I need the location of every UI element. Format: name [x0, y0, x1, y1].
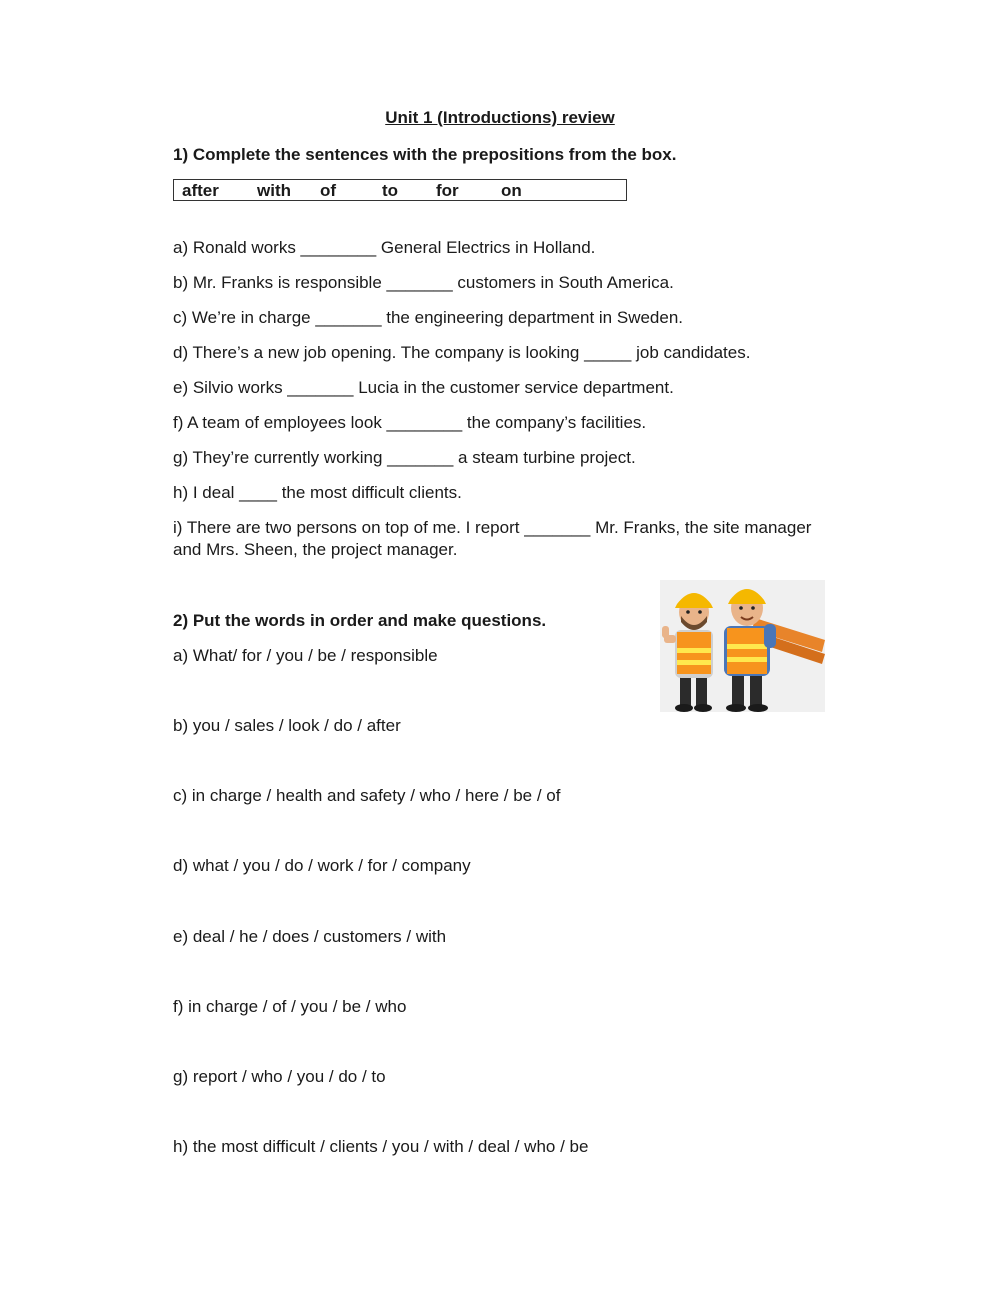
question-item: c) in charge / health and safety / who / here / be / of: [173, 786, 561, 805]
box-word: for: [436, 181, 459, 200]
construction-workers-illustration: [660, 580, 825, 712]
left-worker: [662, 593, 713, 712]
box-word: to: [382, 181, 399, 200]
page-title: Unit 1 (Introductions) review: [385, 108, 615, 127]
sentence: a) Ronald works ________ General Electrics in Holland.: [173, 238, 596, 257]
box-word: with: [257, 181, 291, 200]
section-2-heading: 2) Put the words in order and make questions.: [173, 611, 547, 630]
section-1-heading: 1) Complete the sentences with the prepositions from the box.: [173, 145, 677, 164]
question-item: b) you / sales / look / do / after: [173, 716, 401, 735]
question-item: h) the most difficult / clients / you / with / deal / who / be: [173, 1137, 589, 1156]
question-item: f) in charge / of / you / be / who: [173, 997, 407, 1016]
construction-workers-image: [660, 580, 825, 712]
box-word: of: [320, 181, 337, 200]
question-item: d) what / you / do / work / for / company: [173, 856, 471, 875]
sentence: h) I deal ____ the most difficult clients.: [173, 483, 462, 502]
sentence: d) There’s a new job opening. The company is looking _____ job candidates.: [173, 343, 751, 362]
sentence: f) A team of employees look ________ the company’s facilities.: [173, 413, 647, 432]
word-box: [173, 179, 627, 201]
sentence: i) There are two persons on top of me. I report _______ Mr. Franks, the site manager and Mrs. Sheen, the project manager.: [173, 518, 812, 559]
sentence: b) Mr. Franks is responsible _______ customers in South America.: [173, 273, 674, 292]
sentence: g) They’re currently working _______ a steam turbine project.: [173, 448, 636, 467]
question-item: a) What/ for / you / be / responsible: [173, 646, 438, 665]
question-item: e) deal / he / does / customers / with: [173, 927, 447, 946]
box-word: on: [501, 181, 522, 200]
sentence: e) Silvio works _______ Lucia in the customer service department.: [173, 378, 674, 397]
sentence: c) We’re in charge _______ the engineering department in Sweden.: [173, 308, 684, 327]
right-worker: [724, 589, 776, 712]
box-word: after: [182, 181, 219, 200]
question-item: g) report / who / you / do / to: [173, 1067, 386, 1086]
